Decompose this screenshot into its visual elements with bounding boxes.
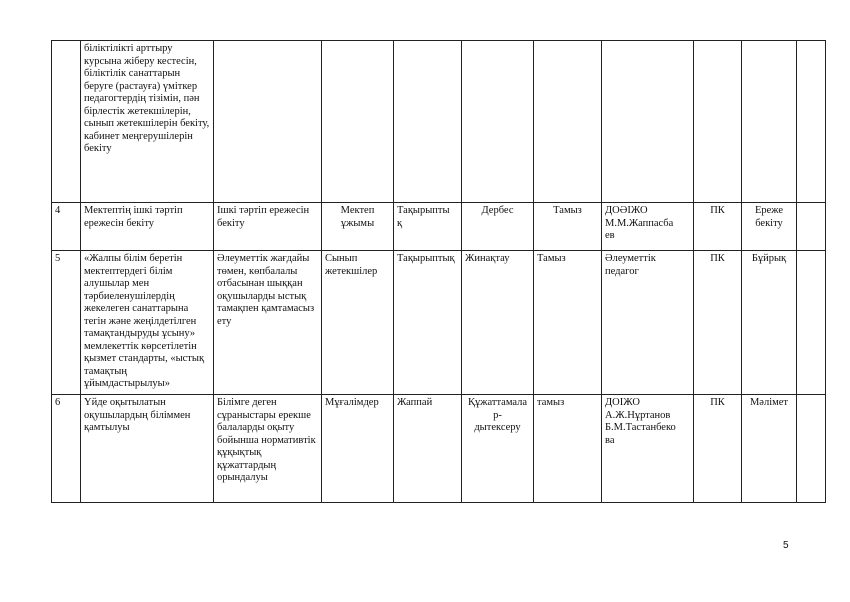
table-row xyxy=(52,41,826,203)
event-cell: Мектептің ішкі тәртіп ережесін бекіту xyxy=(81,203,214,251)
purpose-cell: Ішкі тәртіп ережесін бекіту xyxy=(214,203,322,251)
row-number-cell: 6 xyxy=(52,395,81,503)
extra-cell xyxy=(797,251,826,395)
page-number: 5 xyxy=(783,540,789,551)
place-cell: ПК xyxy=(694,251,742,395)
row-number-cell: 5 xyxy=(52,251,81,395)
event-cell: Үйде оқытылатын оқушылардың біліммен қамтылуы xyxy=(81,395,214,503)
extra-cell xyxy=(797,203,826,251)
responsible-cell: ДОӘІЖО М.М.Жаппасба ев xyxy=(602,203,694,251)
result-cell: Мәлімет xyxy=(742,395,797,503)
purpose-cell: Әлеуметтік жағдайы төмен, көпбалалы отбасынан шыққан оқушыларды ыстық тамақпен қамтамасыз ету xyxy=(214,251,322,395)
place-cell xyxy=(694,41,742,203)
table-row xyxy=(52,395,826,503)
table-row xyxy=(52,251,826,395)
object-cell: Сынып жетекшілер xyxy=(322,251,394,395)
place-cell: ПК xyxy=(694,395,742,503)
table-row xyxy=(52,203,826,251)
event-cell: біліктілікті арттыру курсына жіберу кестесін, біліктілік санаттарын беруге (растауға) үміткер педагогтердің тізімін, пән бірлестік жетекшілерін, сынып жетекшілерін бекіту, кабинет меңгерушілерін бекіту xyxy=(81,41,214,203)
form-cell: Құжаттамала р- дытексеру xyxy=(462,395,534,503)
date-cell: Тамыз xyxy=(534,251,602,395)
responsible-cell xyxy=(602,41,694,203)
row-number-cell: 4 xyxy=(52,203,81,251)
object-cell: Мектеп ұжымы xyxy=(322,203,394,251)
date-cell: Тамыз xyxy=(534,203,602,251)
object-cell xyxy=(322,41,394,203)
plan-table xyxy=(51,40,826,503)
type-cell: Тақырыпты қ xyxy=(394,203,462,251)
date-cell: тамыз xyxy=(534,395,602,503)
place-cell: ПК xyxy=(694,203,742,251)
object-cell: Мұғалімдер xyxy=(322,395,394,503)
form-cell: Дербес xyxy=(462,203,534,251)
purpose-cell xyxy=(214,41,322,203)
result-cell xyxy=(742,41,797,203)
form-cell xyxy=(462,41,534,203)
purpose-cell: Білімге деген сұраныстары ерекше балаларды оқыту бойынша нормативтік құқықтық құжаттардың орындалуы xyxy=(214,395,322,503)
extra-cell xyxy=(797,41,826,203)
type-cell: Жаппай xyxy=(394,395,462,503)
row-number-cell xyxy=(52,41,81,203)
type-cell xyxy=(394,41,462,203)
result-cell: Бұйрық xyxy=(742,251,797,395)
type-cell: Тақырыптық xyxy=(394,251,462,395)
responsible-cell: ДОІЖО А.Ж.Нұртанов Б.М.Тастанбеко ва xyxy=(602,395,694,503)
responsible-cell: Әлеуметтік педагог xyxy=(602,251,694,395)
event-cell: «Жалпы білім беретін мектептердегі білім алушылар мен тәрбиеленушілердің жекелеген санаттарына тегін және жеңілдетілген тамақтандыруды ұсыну» мемлекеттік көрсетілетін қызмет стандарты, «ыстық тамақтың ұйымдастырылуы» xyxy=(81,251,214,395)
result-cell: Ереже бекіту xyxy=(742,203,797,251)
date-cell xyxy=(534,41,602,203)
extra-cell xyxy=(797,395,826,503)
form-cell: Жинақтау xyxy=(462,251,534,395)
